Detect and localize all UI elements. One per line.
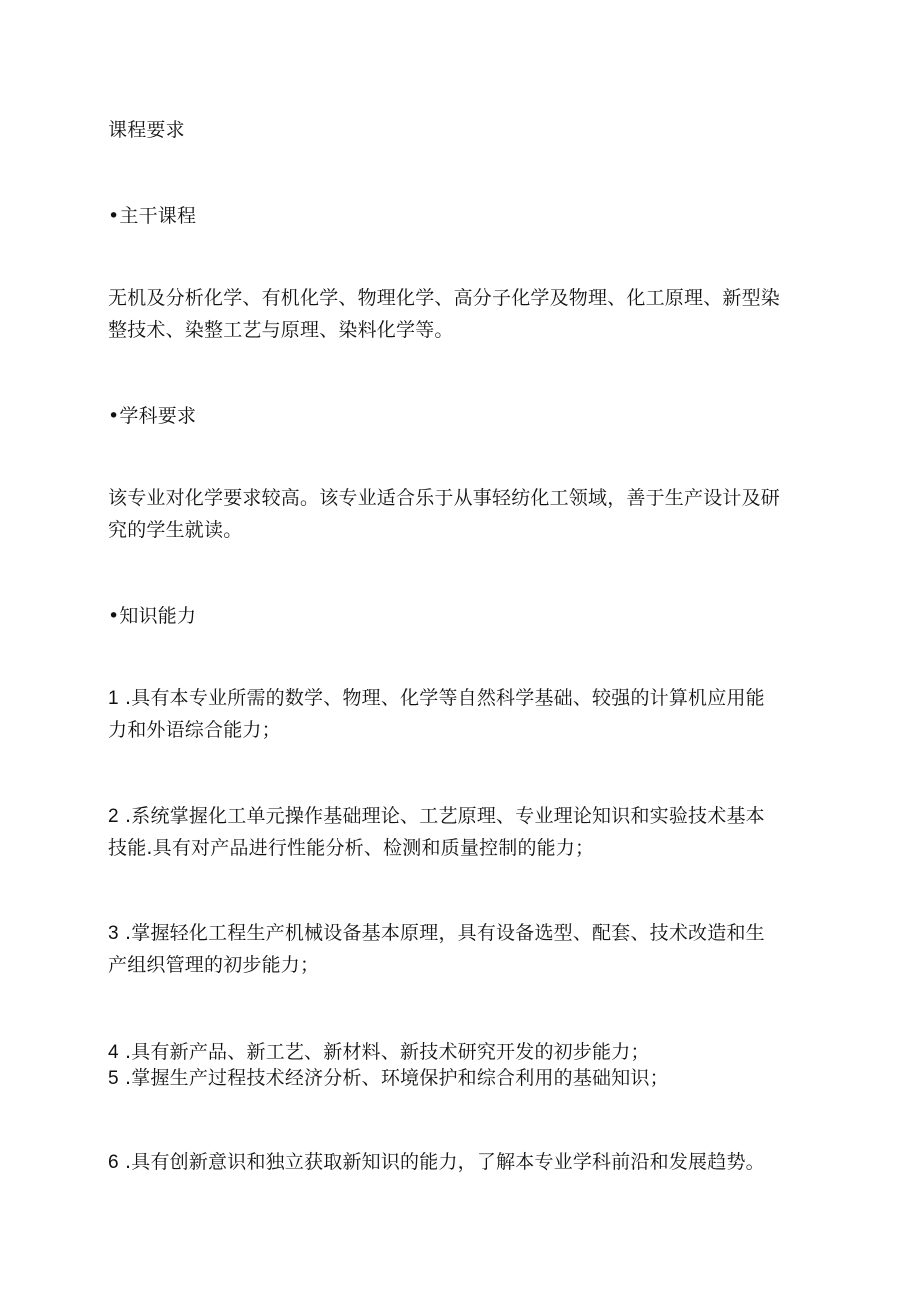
knowledge-item-1 (108, 686, 818, 711)
list-item-text: .掌握生产过程技术经济分析、环境保护和综合利用的基础知识； (118, 1067, 669, 1089)
list-item-number: 5 (108, 1068, 119, 1089)
list-item-text: .掌握轻化工程生产机械设备基本原理，具有设备选型、配套、技术改造和生 (118, 922, 765, 944)
list-item-number: 1 (108, 688, 119, 709)
knowledge-item-1-line-2: 力和外语综合能力； (108, 719, 281, 741)
knowledge-item-6 (108, 1150, 818, 1175)
list-item-number: 4 (108, 1042, 119, 1063)
list-item-number: 6 (108, 1152, 119, 1173)
list-item-text: .具有本专业所需的数学、物理、化学等自然科学基础、较强的计算机应用能 (118, 687, 765, 709)
section-heading-main-courses: •主干课程 (108, 205, 197, 227)
list-item-text: .具有创新意识和独立获取新知识的能力，了解本专业学科前沿和发展趋势。 (118, 1151, 765, 1173)
document-title: 课程要求 (108, 119, 185, 141)
knowledge-item-4 (108, 1040, 818, 1065)
subject-req-line-1: 该专业对化学要求较高。该专业适合乐于从事轻纺化工领域，善于生产设计及研 (108, 487, 781, 509)
knowledge-item-2 (108, 804, 818, 829)
list-item-number: 3 (108, 923, 119, 944)
knowledge-item-5 (108, 1066, 818, 1091)
list-item-text: .系统掌握化工单元操作基础理论、工艺原理、专业理论知识和实验技术基本 (118, 805, 765, 827)
knowledge-item-3-line-2: 产组织管理的初步能力； (108, 954, 320, 976)
main-courses-line-2: 整技术、染整工艺与原理、染料化学等。 (108, 319, 454, 341)
main-courses-line-1: 无机及分析化学、有机化学、物理化学、高分子化学及物理、化工原理、新型染 (108, 287, 781, 309)
list-item-number: 2 (108, 806, 119, 827)
list-item-text: .具有新产品、新工艺、新材料、新技术研究开发的初步能力； (118, 1041, 650, 1063)
section-heading-subject-requirements: •学科要求 (108, 405, 197, 427)
knowledge-item-3 (108, 921, 818, 946)
subject-req-line-2: 究的学生就读。 (108, 519, 243, 541)
knowledge-item-2-line-2: 技能.具有对产品进行性能分析、检测和质量控制的能力； (108, 837, 595, 859)
section-heading-knowledge-abilities: •知识能力 (108, 605, 197, 627)
